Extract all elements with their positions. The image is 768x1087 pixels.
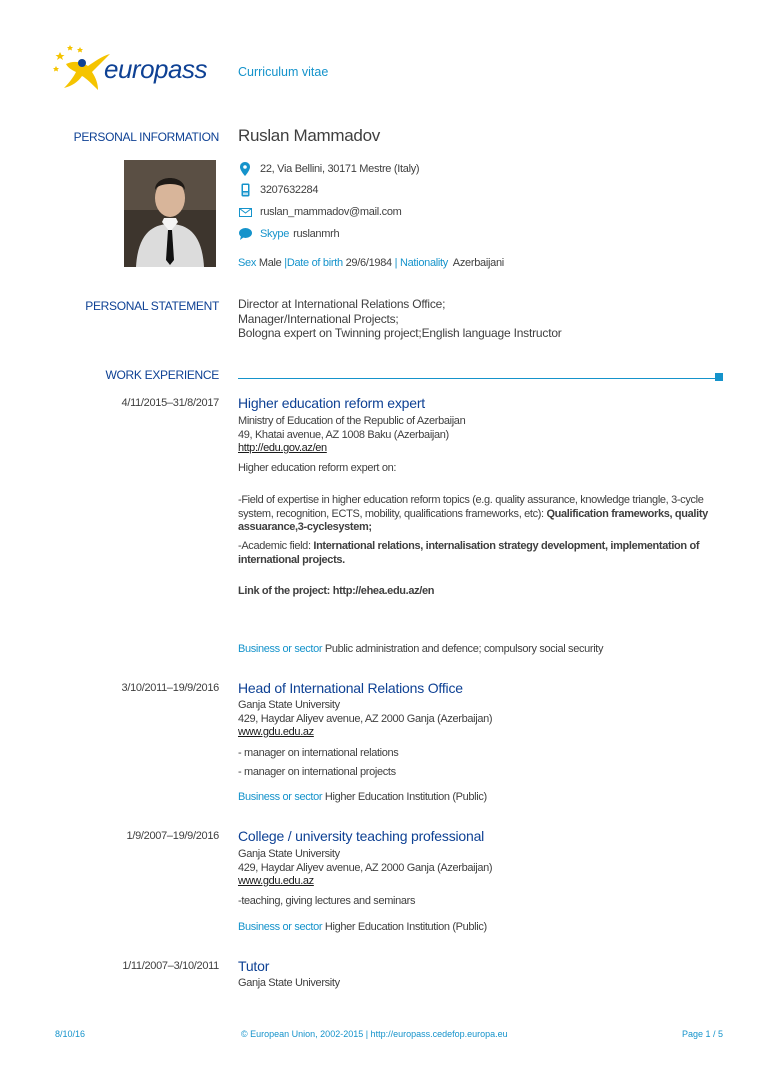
sex-label: Sex xyxy=(238,257,257,269)
work-experience-label: WORK EXPERIENCE xyxy=(105,368,219,382)
job-duty-item: - manager on international relations xyxy=(238,747,399,759)
job-employer-block xyxy=(238,699,728,740)
description-text: -Field of expertise in higher education reform topics (e.g. quality assurance, knowledge triangle, 3-cycle system, recognition, ECTS, mobility, qualifications frameworks, etc): xyxy=(238,494,704,520)
employer-name: Ganja State University xyxy=(238,848,340,860)
personal-info-label: PERSONAL INFORMATION xyxy=(73,130,219,144)
description-text: -Academic field: xyxy=(238,540,314,552)
europass-logo xyxy=(52,42,222,94)
footer-date: 8/10/16 xyxy=(55,1029,86,1039)
separator: | xyxy=(284,257,287,269)
footer-page-number: Page 1 / 5 xyxy=(682,1029,724,1039)
business-sector-line xyxy=(238,791,728,805)
employer-name: Ganja State University xyxy=(238,977,340,989)
employer-website-link[interactable]: http://edu.gov.az/en xyxy=(238,442,327,454)
employer-address: 49, Khatai avenue, AZ 1008 Baku (Azerbaijan) xyxy=(238,428,449,441)
dob-value: 29/6/1984 xyxy=(345,257,392,269)
skype-label: Skype xyxy=(260,228,290,240)
job-title: Tutor xyxy=(238,958,270,974)
europass-star-figure-icon xyxy=(52,42,112,94)
personal-statement-text xyxy=(238,297,728,341)
personal-details-line xyxy=(238,257,504,269)
statement-line: Director at International Relations Office; xyxy=(238,297,446,311)
job-dates: 1/9/2007–19/9/2016 xyxy=(126,830,219,842)
employer-website-link[interactable]: www.gdu.edu.az xyxy=(238,726,314,738)
job-dates: 1/11/2007–3/10/2011 xyxy=(122,960,219,972)
sex-value: Male xyxy=(258,257,282,269)
logo-wordmark: europass xyxy=(104,54,207,84)
job-description xyxy=(238,540,725,567)
skype-handle[interactable]: ruslanmrh xyxy=(293,228,340,240)
phone-row xyxy=(238,182,318,198)
dob-label: Date of birth xyxy=(286,257,343,269)
job-title: Higher education reform expert xyxy=(238,395,425,411)
project-link-text: Link of the project: http://ehea.edu.az/en xyxy=(238,585,435,597)
email-address[interactable]: ruslan_mammadov@mail.com xyxy=(260,206,402,218)
employer-website-link[interactable]: www.gdu.edu.az xyxy=(238,875,314,887)
footer-copyright[interactable]: © European Union, 2002-2015 | http://europass.cedefop.europa.eu xyxy=(241,1029,508,1039)
email-row xyxy=(238,204,402,220)
job-title: College / university teaching professional xyxy=(238,828,485,844)
nationality-label: Nationality xyxy=(399,257,449,269)
job-duty-item: - manager on international projects xyxy=(238,766,396,778)
person-name: Ruslan Mammadov xyxy=(238,126,380,145)
personal-statement-label: PERSONAL STATEMENT xyxy=(85,299,219,313)
description-highlight: International relations, internalisation strategy development, implementation of international projects. xyxy=(238,540,700,566)
job-dates: 4/11/2015–31/8/2017 xyxy=(121,397,219,409)
address-row xyxy=(238,161,419,177)
job-dates: 3/10/2011–19/9/2016 xyxy=(121,682,219,694)
job-employer-block xyxy=(238,848,728,889)
sector-label: Business or sector xyxy=(238,791,323,803)
envelope-icon xyxy=(238,205,252,219)
description-highlight: Qualification frameworks, quality assuarance,3-cyclesystem; xyxy=(238,507,708,533)
document-type-title: Curriculum vitae xyxy=(238,65,329,79)
profile-photo xyxy=(124,160,216,267)
business-sector-line xyxy=(238,921,728,935)
employer-address: 429, Haydar Aliyev avenue, AZ 2000 Ganja (Azerbaijan) xyxy=(238,712,493,725)
separator: | xyxy=(394,257,398,269)
sector-value: Higher Education Institution (Public) xyxy=(324,921,487,933)
job-employer-block xyxy=(238,415,728,456)
business-sector-line xyxy=(238,643,728,657)
statement-line: Bologna expert on Twinning project;English language Instructor xyxy=(238,326,562,340)
job-description xyxy=(238,494,725,535)
location-pin-icon xyxy=(238,162,252,176)
statement-line: Manager/International Projects; xyxy=(238,311,399,326)
job-title: Head of International Relations Office xyxy=(238,680,463,696)
employer-name: Ganja State University xyxy=(238,699,340,711)
phone-number[interactable]: 3207632284 xyxy=(260,184,319,196)
sector-label: Business or sector xyxy=(238,643,323,655)
sector-label: Business or sector xyxy=(238,921,323,933)
job-description: Higher education reform expert on: xyxy=(238,462,397,474)
chat-bubble-icon xyxy=(238,227,252,241)
nationality-value: Azerbaijani xyxy=(452,257,504,269)
address-text: 22, Via Bellini, 30171 Mestre (Italy) xyxy=(260,163,420,175)
skype-row xyxy=(238,226,339,242)
section-divider-marker xyxy=(715,373,723,381)
sector-value: Higher Education Institution (Public) xyxy=(324,791,487,803)
section-divider xyxy=(238,378,716,379)
employer-address: 429, Haydar Aliyev avenue, AZ 2000 Ganja (Azerbaijan) xyxy=(238,861,493,874)
sector-value: Public administration and defence; compulsory social security xyxy=(324,643,604,655)
job-duty-item: -teaching, giving lectures and seminars xyxy=(238,895,416,907)
employer-name: Ministry of Education of the Republic of Azerbaijan xyxy=(238,415,466,427)
mobile-phone-icon xyxy=(238,183,252,197)
